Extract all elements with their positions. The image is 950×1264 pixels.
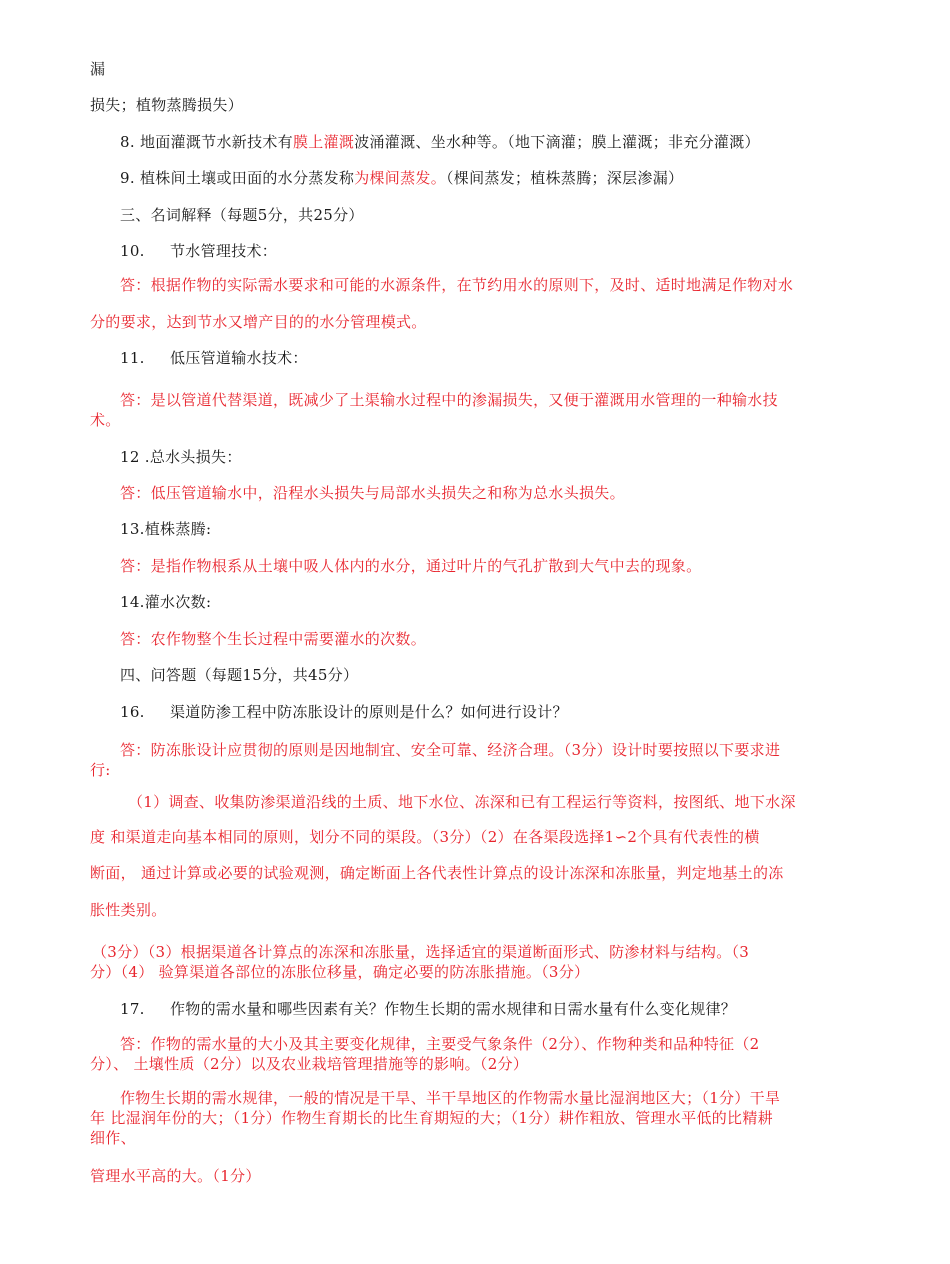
answer-text: 答：防冻胀设计应贯彻的原则是因地制宜、安全可靠、经济合理。（3分）设计时要按照以下要求进 [120,741,781,759]
answer-text: 答：农作物整个生长过程中需要灌水的次数。 [120,630,427,648]
question-12-title: 12 .总水头损失： [120,448,242,466]
answer-fill: 膜上灌溉 [292,133,355,151]
answer-text: 细作、 [90,1129,136,1147]
question-number: 16. [120,703,145,721]
answer-text: 度 和渠道走向基本相同的原则，划分不同的渠段。（3分）（2）在各渠段选择1∽2个具有代表性的横 [90,828,760,846]
question-number: 17. [120,1000,145,1018]
answer-text: 答：是以管道代替渠道，既减少了土渠输水过程中的渗漏损失，又便于灌溉用水管理的一种输水技 [120,391,778,409]
section-heading: 三、名词解释（每题5分，共25分） [120,206,364,224]
answer-text: 答：是指作物根系从土壤中吸人体内的水分，通过叶片的气孔扩散到大气中去的现象。 [120,557,702,575]
answer-text: 分）、 土壤性质（2分）以及农业栽培管理措施等的影响。（2分） [90,1055,529,1073]
question-10-title [120,240,862,261]
answer-text: 管理水平高的大。（1分） [90,1167,261,1185]
question-8 [120,131,862,152]
question-text: 波涌灌溉、坐水种等。（地下滴灌；膜上灌溉；非充分灌溉） [354,133,760,151]
answer-text: 胀性类别。 [90,901,167,919]
section-heading: 四、问答题（每题15分，共45分） [120,666,359,684]
answer-text: 分的要求，达到节水又增产目的的水分管理模式。 [90,313,427,331]
text-line: 损失；植物蒸腾损失） [90,96,244,114]
question-text: 8. 地面灌溉节水新技术有 [120,133,293,151]
question-text: 作物的需水量和哪些因素有关？作物生长期的需水规律和日需水量有什么变化规律？ [170,1000,737,1018]
question-number: 11. [120,349,145,367]
answer-text: 断面， 通过计算或必要的试验观测，确定断面上各代表性计算点的设计冻深和冻胀量，判定地基土的冻 [90,864,784,882]
question-14-title: 14.灌水次数: [120,593,212,611]
question-number: 10. [120,242,145,260]
question-16-title [120,701,862,722]
answer-text: （3分）（3）根据渠道各计算点的冻深和冻胀量，选择适宜的渠道断面形式、防渗材料与结构。（3 [92,943,750,961]
answer-text: 术。 [90,411,121,429]
question-text: 低压管道输水技术： [170,349,308,367]
answer-text: 分）（4） 验算渠道各部位的冻胀位移量，确定必要的防冻胀措施。（3分） [90,963,590,981]
question-text: 9. 植株间土壤或田面的水分蒸发称 [120,169,355,187]
answer-fill: 为棵间蒸发。 [354,169,446,187]
question-17-title [120,998,862,1019]
answer-text: 答：低压管道输水中，沿程水头损失与局部水头损失之和称为总水头损失。 [120,484,625,502]
question-13-title: 13.植株蒸腾: [120,520,212,538]
question-9 [120,167,862,188]
answer-text: 作物生长期的需水规律，一般的情况是干旱、半干旱地区的作物需水量比湿润地区大；（1分）干旱 [120,1089,781,1107]
question-text: 渠道防渗工程中防冻胀设计的原则是什么？如何进行设计？ [170,703,568,721]
answer-text: 年 比湿润年份的大；（1分）作物生育期长的比生育期短的大；（1分）耕作粗放、管理水平低的比精耕 [90,1109,773,1127]
answer-text: 行: [90,761,111,779]
text-line: 漏 [90,60,106,78]
answer-text: 答：作物的需水量的大小及其主要变化规律，主要受气象条件（2分）、作物种类和品种特征（2 [120,1035,760,1053]
question-text: （棵间蒸发；植株蒸腾；深层渗漏） [446,169,684,187]
answer-text: （1）调查、收集防渗渠道沿线的土质、地下水位、冻深和已有工程运行等资料，按图纸、地下水深 [128,793,796,811]
question-11-title [120,347,862,368]
answer-text: 答：根据作物的实际需水要求和可能的水源条件，在节约用水的原则下，及时、适时地满足作物对水 [120,276,794,294]
question-text: 节水管理技术： [170,242,278,260]
